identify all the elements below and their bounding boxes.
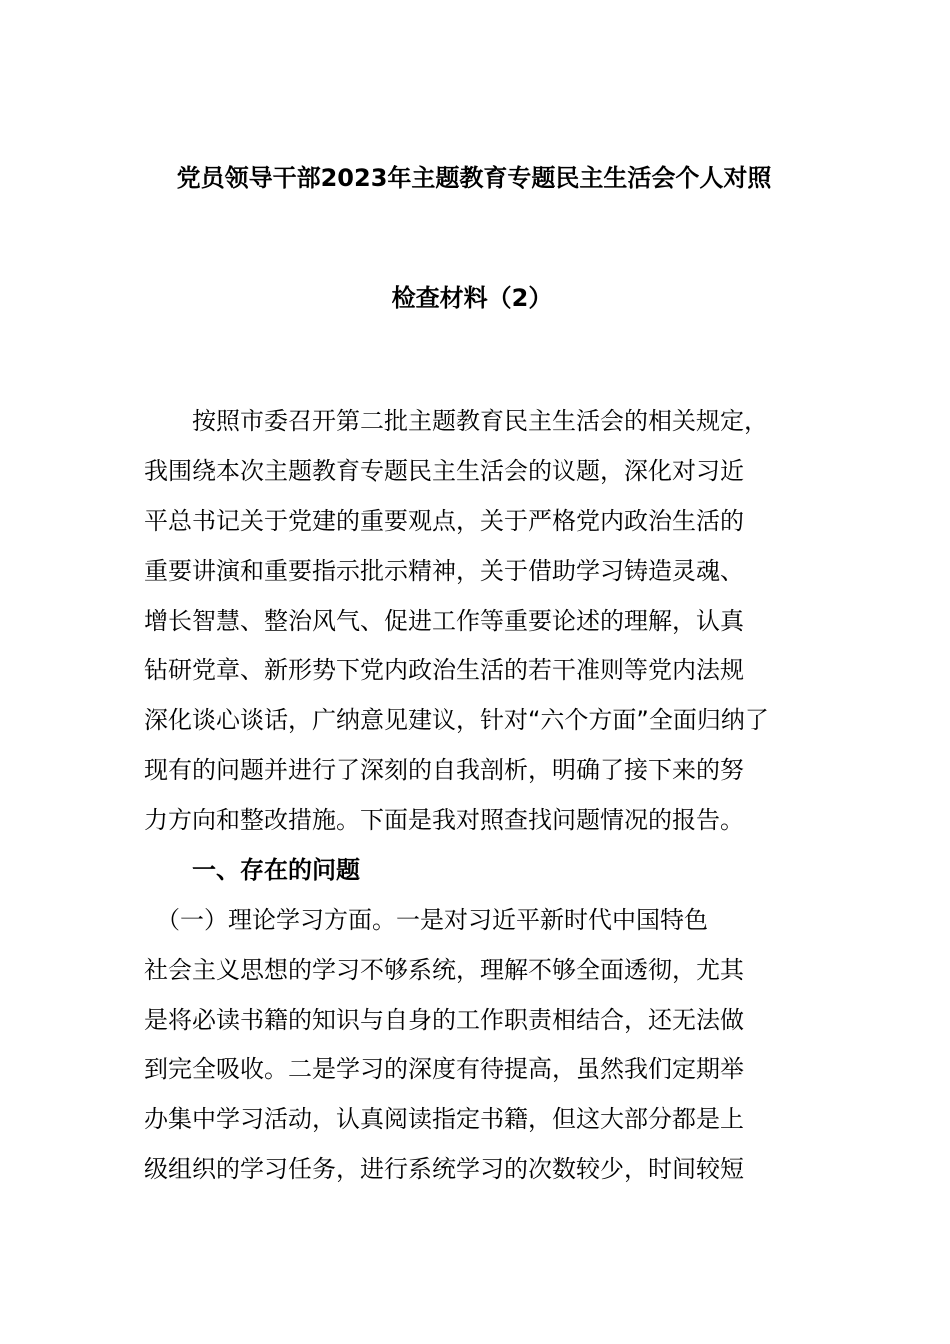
body-text-line: 现有的问题并进行了深刻的自我剖析，明确了接下来的努: [144, 756, 744, 784]
body-text-line: 钻研党章、新形势下党内政治生活的若干准则等党内法规: [144, 656, 744, 684]
body-text-line: 办集中学习活动，认真阅读指定书籍，但这大部分都是上: [144, 1105, 744, 1133]
body-text-line: 重要讲演和重要指示批示精神，关于借助学习铸造灵魂、: [144, 557, 744, 585]
body-text-line: 级组织的学习任务，进行系统学习的次数较少，时间较短: [144, 1155, 744, 1183]
body-text-line: 按照市委召开第二批主题教育民主生活会的相关规定，: [144, 407, 768, 435]
body-text-line: 平总书记关于党建的重要观点，关于严格党内政治生活的: [144, 507, 744, 535]
body-text-line: 我围绕本次主题教育专题民主生活会的议题，深化对习近: [144, 457, 744, 485]
body-text-line: 增长智慧、整治风气、促进工作等重要论述的理解，认真: [144, 607, 744, 635]
body-text-line: （一）理论学习方面。一是对习近平新时代中国特色: [144, 906, 708, 934]
document-title-line-2: 检查材料（2）: [391, 284, 553, 312]
body-text-line: 深化谈心谈话，广纳意见建议，针对“六个方面”全面归纳了: [144, 706, 769, 734]
body-text-line: 到完全吸收。二是学习的深度有待提高，虽然我们定期举: [144, 1055, 744, 1083]
body-text-line: 力方向和整改措施。下面是我对照查找问题情况的报告。: [144, 806, 744, 834]
section-heading: 一、存在的问题: [144, 856, 360, 884]
body-text-line: 社会主义思想的学习不够系统，理解不够全面透彻，尤其: [144, 956, 744, 984]
document-title-line-1: 党员领导干部2023年主题教育专题民主生活会个人对照: [176, 164, 772, 192]
body-text-line: 是将必读书籍的知识与自身的工作职责相结合，还无法做: [144, 1006, 744, 1034]
